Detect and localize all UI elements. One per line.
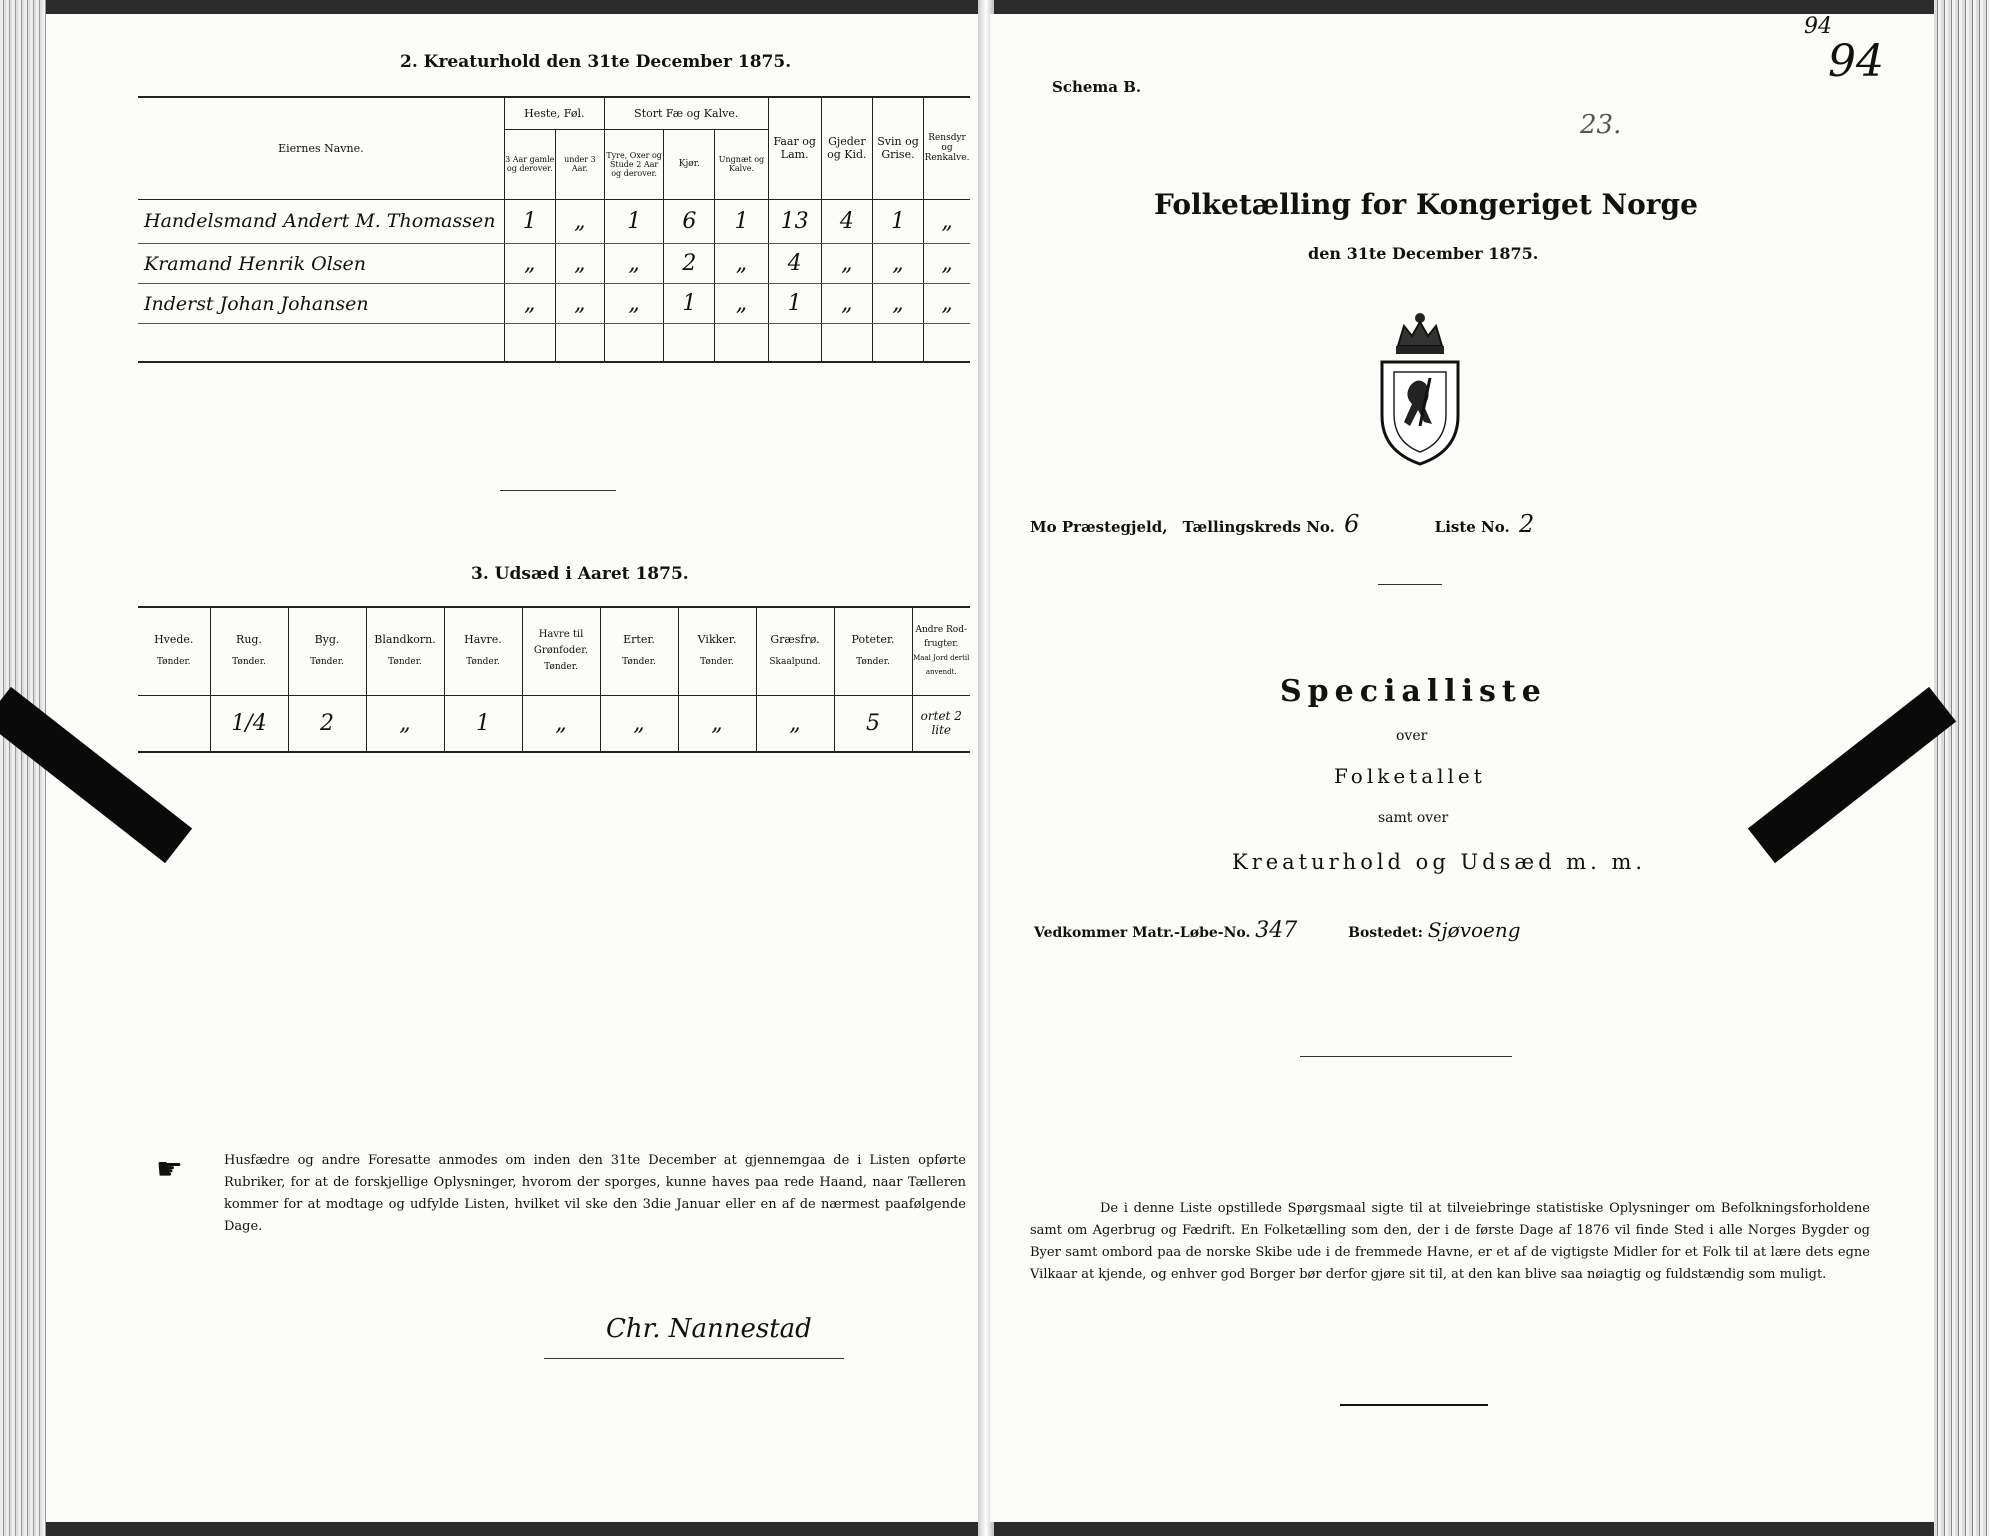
rensdyr-header: Rensdyr og Renkalve. bbox=[924, 97, 970, 199]
kreaturhold-text: Kreaturhold og Udsæd m. m. bbox=[1232, 850, 1647, 874]
seed-value: 2 bbox=[288, 696, 366, 752]
cell: „ bbox=[715, 284, 768, 324]
seed-table bbox=[138, 606, 970, 753]
seed-value: 1/4 bbox=[210, 696, 288, 752]
cell: „ bbox=[504, 244, 555, 284]
main-title: Folketælling for Kongeriget Norge bbox=[1154, 188, 1698, 221]
cell: „ bbox=[604, 244, 663, 284]
cell: 13 bbox=[768, 200, 821, 244]
heste-old-header: 3 Aar gamle og derover. bbox=[504, 129, 555, 199]
kjer-header: Kjør. bbox=[664, 129, 715, 199]
matr-label: Vedkommer Matr.-Løbe-No. bbox=[1034, 925, 1251, 941]
divider bbox=[1340, 1404, 1488, 1406]
cell: „ bbox=[504, 284, 555, 324]
liste-value: 2 bbox=[1518, 510, 1535, 538]
faar-header: Faar og Lam. bbox=[768, 97, 821, 199]
seed-values-row bbox=[138, 696, 970, 752]
signature: Chr. Nannestad bbox=[606, 1314, 812, 1344]
owner-name: Handelsmand Andert M. Thomassen bbox=[138, 200, 504, 244]
date-line: den 31te December 1875. bbox=[1308, 244, 1539, 263]
cell: 1 bbox=[504, 200, 555, 244]
owner-name: Inderst Johan Johansen bbox=[138, 284, 504, 324]
kreds-value: 6 bbox=[1344, 510, 1360, 538]
prestegjeld-label: Mo Præstegjeld, bbox=[1030, 518, 1168, 536]
stort-fae-header: Stort Fæ og Kalve. bbox=[604, 97, 768, 129]
cell: „ bbox=[555, 244, 604, 284]
seed-value: „ bbox=[600, 696, 678, 752]
norway-coat-of-arms-emblem bbox=[1374, 306, 1466, 466]
owner-header: Eiernes Navne. bbox=[138, 97, 504, 199]
kreds-label: Tællingskreds No. bbox=[1182, 518, 1335, 536]
matr-value: 347 bbox=[1255, 918, 1298, 943]
over-text: over bbox=[1396, 728, 1428, 744]
location-line bbox=[1030, 510, 1534, 538]
seed-header-rug: Rug. Tønder. bbox=[210, 607, 288, 695]
seed-header-erter: Erter. Tønder. bbox=[600, 607, 678, 695]
seed-value: 5 bbox=[834, 696, 912, 752]
seed-header-havre: Havre. Tønder. bbox=[444, 607, 522, 695]
liste-label: Liste No. bbox=[1434, 518, 1510, 536]
cell: „ bbox=[604, 284, 663, 324]
cell: „ bbox=[924, 200, 970, 244]
cell: 4 bbox=[768, 244, 821, 284]
livestock-table bbox=[138, 96, 970, 363]
footer-text: De i denne Liste opstillede Spørgsmaal sigte til at tilveiebringe statistiske Oplysninger om Befolkningsforholdene samt om Agerbrug og Fædrift. En Folketælling som den, der i de første Dage af 1876 vil finde Sted i alle Norges Bygder og Byer samt ombord paa de norske Skibe ude i de fremmede Havne, er et af de vigtigste Midler for et Folk til at lære dets egne Vilkaar at kjende, og enhver god Borger bør derfor gjøre sit til, at den kan blive saa nøiagtig og fuldstændig som muligt. bbox=[1030, 1201, 1870, 1282]
cell: 1 bbox=[872, 200, 923, 244]
seed-value: „ bbox=[366, 696, 444, 752]
ungnat-header: Ungnæt og Kalve. bbox=[715, 129, 768, 199]
table-row bbox=[138, 200, 970, 244]
matr-line bbox=[1034, 918, 1521, 943]
bosted-value: Sjøvoeng bbox=[1427, 918, 1521, 942]
cell: 1 bbox=[604, 200, 663, 244]
section2-title: 2. Kreaturhold den 31te December 1875. bbox=[400, 52, 792, 72]
cell: „ bbox=[821, 284, 872, 324]
signature-line bbox=[544, 1358, 844, 1359]
seed-value: „ bbox=[756, 696, 834, 752]
cell: 1 bbox=[768, 284, 821, 324]
left-page-edges bbox=[0, 0, 46, 1536]
folketallet-text: Folketallet bbox=[1334, 764, 1486, 788]
samt-over-text: samt over bbox=[1378, 810, 1449, 826]
pointing-hand-icon: ☛ bbox=[156, 1152, 183, 1187]
right-page bbox=[990, 14, 1934, 1522]
notice-text: Husfædre og andre Foresatte anmodes om inden den 31te December at gjennemgaa de i Listen opførte Rubriker, for at de forskjellige Oplysninger, hvorom der sporges, kunne haves paa rede Haand, naar Tælleren kommer for at modtage og udfylde Listen, hvilket vil ske den 3die Januar eller en af de nærmest paafølgende Dage. bbox=[224, 1153, 966, 1234]
tyre-header: Tyre, Oxer og Stude 2 Aar og derover. bbox=[604, 129, 663, 199]
table-row bbox=[138, 284, 970, 324]
seed-header-poteter: Poteter. Tønder. bbox=[834, 607, 912, 695]
seed-header-byg: Byg. Tønder. bbox=[288, 607, 366, 695]
table-row bbox=[138, 244, 970, 284]
seed-header-blandkorn: Blandkorn. Tønder. bbox=[366, 607, 444, 695]
divider bbox=[500, 490, 616, 491]
seed-header-havre-gronfoder: Havre til Grønfoder. Tønder. bbox=[522, 607, 600, 695]
seed-header-hvede: Hvede. Tønder. bbox=[138, 607, 210, 695]
cell: 2 bbox=[664, 244, 715, 284]
seed-value: „ bbox=[522, 696, 600, 752]
cell: „ bbox=[872, 244, 923, 284]
seed-header-andre: Andre Rod-frugter. Maal Jord dertil anvendt. bbox=[912, 607, 970, 695]
seed-value: 1 bbox=[444, 696, 522, 752]
page-number-top: 94 bbox=[1804, 14, 1832, 39]
left-page bbox=[46, 14, 982, 1522]
cell: 1 bbox=[715, 200, 768, 244]
right-page-edges bbox=[1934, 0, 1990, 1536]
table-row bbox=[138, 324, 970, 362]
cell: „ bbox=[555, 284, 604, 324]
seed-value: ortet 2 lite bbox=[912, 696, 970, 752]
schema-label: Schema B. bbox=[1052, 78, 1142, 96]
gjeder-header: Gjeder og Kid. bbox=[821, 97, 872, 199]
cell: „ bbox=[924, 284, 970, 324]
cell: „ bbox=[555, 200, 604, 244]
cell: 1 bbox=[664, 284, 715, 324]
seed-header-vikker: Vikker. Tønder. bbox=[678, 607, 756, 695]
seed-header-graesfro: Græsfrø. Skaalpund. bbox=[756, 607, 834, 695]
seed-value bbox=[138, 696, 210, 752]
svin-header: Svin og Grise. bbox=[872, 97, 923, 199]
page-number-stamp: 94 bbox=[1828, 36, 1884, 87]
cell: „ bbox=[715, 244, 768, 284]
seed-value: „ bbox=[678, 696, 756, 752]
divider bbox=[1300, 1056, 1512, 1057]
section3-title: 3. Udsæd i Aaret 1875. bbox=[471, 564, 689, 584]
pencil-number: 23. bbox=[1580, 110, 1622, 140]
cell: „ bbox=[924, 244, 970, 284]
cell: „ bbox=[872, 284, 923, 324]
cell: 4 bbox=[821, 200, 872, 244]
heste-young-header: under 3 Aar. bbox=[555, 129, 604, 199]
specialliste-title: Specialliste bbox=[1280, 674, 1547, 709]
heste-header: Heste, Føl. bbox=[504, 97, 604, 129]
divider bbox=[1378, 584, 1442, 585]
cell: „ bbox=[821, 244, 872, 284]
bosted-label: Bostedet: bbox=[1348, 925, 1423, 941]
cell: 6 bbox=[664, 200, 715, 244]
owner-name: Kramand Henrik Olsen bbox=[138, 244, 504, 284]
